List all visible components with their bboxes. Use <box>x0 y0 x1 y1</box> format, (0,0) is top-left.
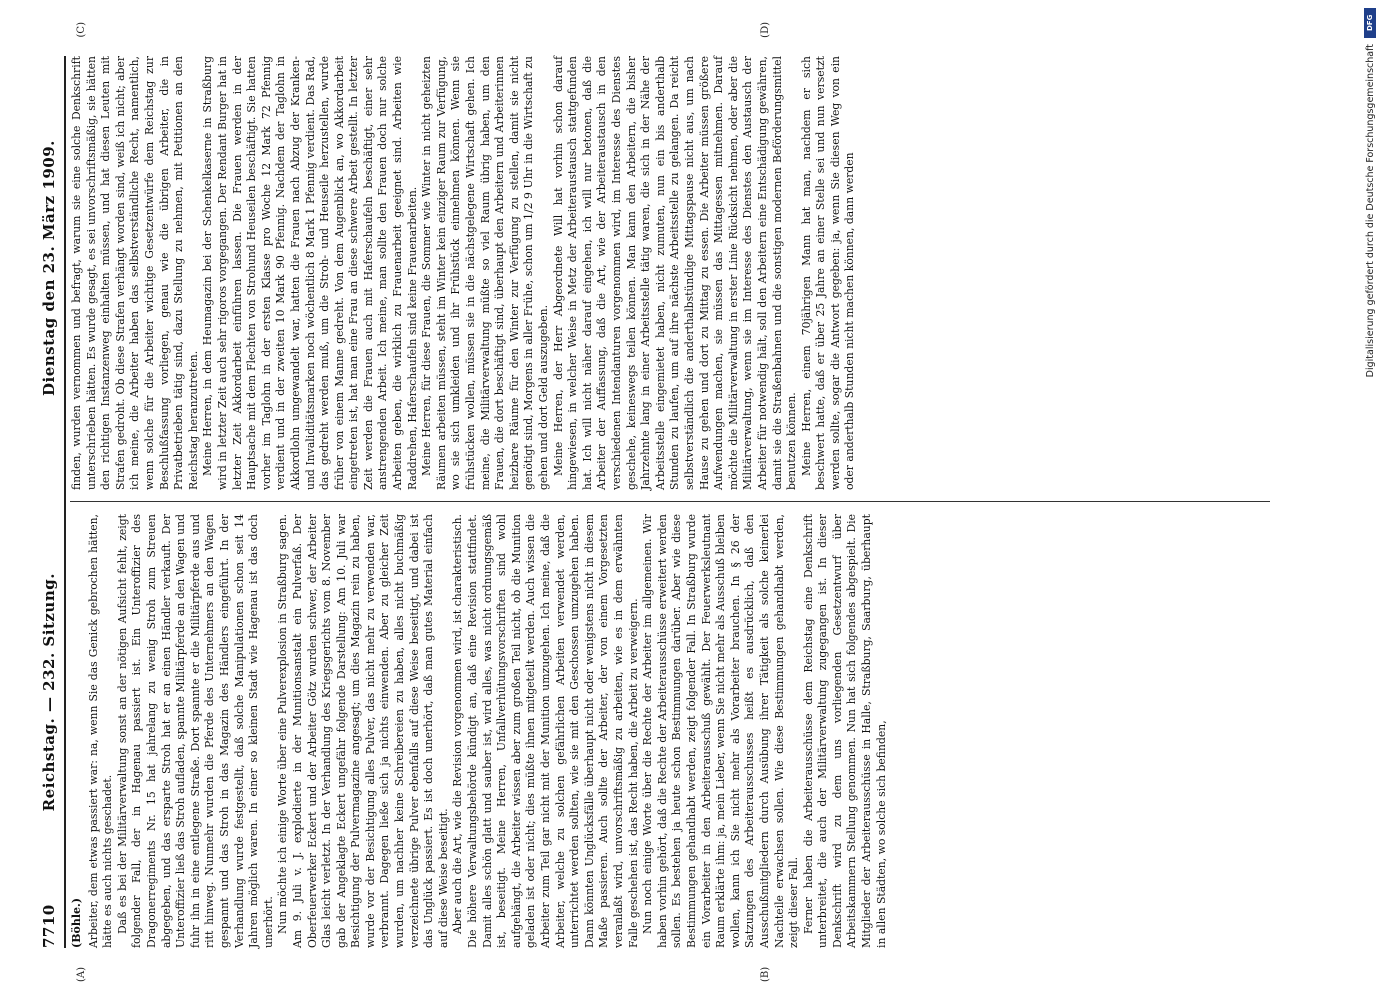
credit-text: Digitalisierung gefördert durch die Deutsche Forschungsgemeinschaft <box>1364 44 1376 378</box>
paragraph: Daß es bei der Militärverwaltung sonst an der nötigen Aufsicht fehlt, zeigt folgender Fall, der in Hagenau passiert ist. Ein Unteroffizier des Dragonerregiments Nr. 15 hat jahrelang zu wenig Stroh zum Streuen abgegeben, und das ersparte Stroh hat er an einen Händler verkauft. Der Unteroffizier ließ das Stroh aufladen, spannte Militärpferde an den Wagen und fuhr ihn in eine entlegene Straße. Dort spannte er die Militärpferde aus und ritt hinweg. Nunmehr wurden die Pferde des Unternehmers an den Wagen gespannt und das Stroh in das Magazin des Händlers eingeführt. In der Verhandlung wurde festgestellt, daß solche Manipulationen schon seit 14 Jahren möglich waren. In einer so kleinen Stadt wie Hagenau ist das doch unerhört. <box>115 514 275 948</box>
margin-marker-d: (D) <box>760 22 771 38</box>
margin-marker-b: (B) <box>760 966 771 982</box>
paragraph: Nun möchte ich einige Worte über eine Pulverexplosion in Straßburg sagen. Am 9. Juli v. J. explodierte in der Munitionsanstalt ein Pulverfaß. Der Oberfeuerwerker Eckert und der Arbeiter Götz wurden schwer, der Arbeiter Glas leicht verletzt. In der Verhandlung des Kriegsgerichts vom 8. November gab der Angeklagte Eckert ungefähr folgende Darstellung: Am 10. Juli war Besichtigung der Pulvermagazine angesagt; um dies Magazin rein zu haben, wurde vor der Besichtigung alles Pulver, das nicht mehr zu verwenden war, verbrannt. Dagegen ließe sich ja nichts einwenden. Aber zu gleicher Zeit wurden, um nachher keine Schreibereien zu haben, alles nicht buchmäßig verzeichnete übrige Pulver ebenfalls auf diese Weise beseitigt, und dabei ist das Unglück passiert. Es ist doch unerhört, daß man gutes Material einfach auf diese Weise beseitigt. <box>276 514 450 948</box>
margin-marker-a: (A) <box>76 966 87 982</box>
right-column <box>70 56 1270 490</box>
paragraph: Arbeiter, dem etwas passiert war: na, wenn Sie das Genick gebrochen hätten, hätte es auch nichts geschadet. <box>86 514 115 948</box>
paragraph: Meine Herren, der Herr Abgeordnete Will hat vorhin schon darauf hingewiesen, in welcher Weise in Metz der Arbeiteraustausch stattgefunden hat. Ich will nicht näher darauf eingehen, ich will nur betonen, daß die Arbeiter der Auffassung, daß die Art, wie der Arbeiteraustausch in den verschiedenen Intendanturen vorgenommen wird, im Interesse des Dienstes geschehe, keineswegs teilen können. Man kann den Arbeitern, die bisher Jahrzehnte lang in einer Arbeitsstelle tätig waren, die sich in der Nähe der Arbeitsstelle eingemietet haben, nicht zumuten, nun ein bis anderthalb Stunden zu laufen, um auf ihre nächste Arbeitsstelle zu gelangen. Da reicht selbstverständlich die anderthalbstündige Mittagspause nicht aus, um nach Hause zu gehen und dort zu Mittag zu essen. Die Arbeiter müssen größere Aufwendungen machen, sie müssen das Mittagessen mitnehmen. Darauf möchte die Militärverwaltung in erster Linie Rücksicht nehmen, oder aber die Militärverwaltung, wenn sie im Interesse des Dienstes den Austausch der Arbeiter für notwendig hält, soll den Arbeitern eine Entschädigung gewähren, damit sie die Straßenbahnen und die sonstigen modernen Beförderungsmittel benutzen können. <box>551 56 799 490</box>
header-rule <box>64 56 66 948</box>
page-header <box>40 56 58 948</box>
paragraph: Meine Herren, in dem Heumagazin bei der Schenkelkaserne in Straßburg wird in letzter Zeit auch sehr rigoros vorgegangen. Der Rendant Burger hat in letzter Zeit Akkordarbeit einführen lassen. Die Frauen werden in der Hauptsache mit dem Flechten von Strohund Heuseilen beschäftigt. Sie hatten vorher im Taglohn in der ersten Klasse pro Woche 12 Mark 72 Pfennig verdient und in der zweiten 10 Mark 90 Pfennig. Nachdem der Taglohn in Akkordlohn umgewandelt war, hatten die Frauen nach Abzug der Kranken- und Invaliditätsmarken noch wöchentlich 8 Mark 1 Pfennig verdient. Das Rad, das gedreht werden muß, um die Stroh- und Heuseile herzustellen, wurde früher von einem Manne gedreht. Von dem Augenblick an, wo Akkordarbeit eingetreten ist, hat man eine Frau an diese schwere Arbeit gestellt. In letzter Zeit werden die Frauen auch mit Haferschaufeln beschäftigt, einer sehr anstrengenden Arbeit. Ich meine, man sollte den Frauen doch nur solche Arbeiten geben, die wirklich zu Frauenarbeit geeignet sind. Arbeiten wie Raddrehen, Haferschaufeln sind keine Frauenarbeiten. <box>201 56 419 490</box>
digitization-credit <box>1363 8 1377 994</box>
paragraph: Meine Herren, für diese Frauen, die Sommer wie Winter in nicht geheizten Räumen arbeiten müssen, steht im Winter kein einziger Raum zur Verfügung, wo sie sich umkleiden und ihr Frühstück einnehmen können. Wenn sie frühstücken wollen, müssen sie in die nächstgelegene Wirtschaft gehen. Ich meine, die Militärverwaltung müßte so viel Raum übrig haben, um den Frauen, die dort beschäftigt sind, überhaupt den Arbeitern und Arbeiterinnen heizbare Räume für den Winter zur Verfügung zu stellen, damit sie nicht genötigt sind, Morgens in aller Frühe, schon um 1/2 9 Uhr in die Wirtschaft zu gehen und dort Geld auszugeben. <box>420 56 550 490</box>
paragraph: Ferner haben die Arbeiterausschüsse dem Reichstag eine Denkschrift unterbreitet, die auch der Militärverwaltung zugegangen ist. In dieser Denkschrift wird zu dem uns vorliegenden Gesetzentwurf über Arbeitskammern Stellung genommen. Nun hat sich folgendes abgespielt. Die Mitglieder der Arbeiterausschüsse in Halle, Straßburg, Saarburg, überhaupt in allen Städten, wo solche sich befinden, <box>801 514 888 948</box>
left-column <box>70 514 1270 948</box>
paragraph: Meine Herren, einem 70jährigen Mann hat man, nachdem er sich beschwert hatte, daß er über 25 Jahre an einer Stelle sei und nun versetzt werden sollte, sogar die Antwort gegeben: ja, wenn Sie diesen Weg von ein oder anderthalb Stunden nicht machen können, dann werden <box>799 56 857 490</box>
text-columns <box>70 22 1270 982</box>
paragraph: Aber auch die Art, wie die Revision vorgenommen wird, ist charakteristisch. Die höhere Verwaltungsbehörde kündigt an, daß eine Revision stattfindet. Damit alles schön glatt und sauber ist, wird alles, was nicht ordnungsgemäß ist, beseitigt. Meine Herren, Unfallverhütungsvorschriften sind wohl aufgehängt, die Arbeiter wissen aber zum großen Teil nicht, ob die Munition geladen ist oder nicht; dies müßte ihnen mitgeteilt werden. Auch wissen die Arbeiter zum Teil gar nicht mit der Munition umzugehen. Ich meine, daß die Arbeiter, welche zu solchen gefährlichen Arbeiten verwendet werden, unterrichtet werden sollten, wie sie mit den Geschossen umzugehen haben. Dann könnten Unglücksfälle überhaupt nicht oder wenigstens nicht in diesem Maße passieren. Auch sollte der Arbeiter, der von einem Vorgesetzten veranlaßt wird, unvorschriftsmäßig zu arbeiten, wie es in dem erwähnten Falle geschehen ist, das Recht haben, die Arbeit zu verweigern. <box>451 514 640 948</box>
header-title-left: Reichstag. — 232. Sitzung. <box>40 573 58 812</box>
header-title-right: Dienstag den 23. März 1909. <box>40 140 58 396</box>
paragraph: Nun noch einige Worte über die Rechte der Arbeiter im allgemeinen. Wir haben vorhin gehört, daß die Rechte der Arbeiterausschüsse erweitert werden sollen. Es bestehen ja heute schon Bestimmungen darüber. Aber wie diese Bestimmungen gehandhabt werden, zeigt folgender Fall. In Straßburg wurde ein Vorarbeiter in den Arbeiterausschuß gewählt. Der Feuerwerksleutnant Raum erklärte ihm: ja, mein Lieber, wenn Sie nicht mehr als Ausschuß bleiben wollen, kann ich Sie nicht mehr als Vorarbeiter brauchen. In § 26 der Satzungen des Arbeiterausschusses heißt es ausdrücklich, daß den Ausschußmitgliedern durch Ausübung ihrer Tätigkeit als solche keinerlei Nachteile erwachsen sollen. Wie diese Bestimmungen gehandhabt werden, zeigt dieser Fall. <box>641 514 801 948</box>
margin-marker-c: (C) <box>76 22 87 38</box>
speaker-name: (Böhle.) <box>70 897 83 948</box>
column-divider <box>70 501 1270 502</box>
paragraph: finden, wurden vernommen und befragt, warum sie eine solche Denkschrift unterschrieben hätten. Es wurde gesagt, es sei unvorschriftsmäßig, sie hätten den richtigen Instanzenweg einhalten müssen, und hat diesen Leuten mit Strafen gedroht. Ob diese Strafen verhängt worden sind, weiß ich nicht; aber ich meine, die Arbeiter haben das selbstverständliche Recht, namentlich, wenn solche für die Arbeiter wichtige Gesetzentwürfe dem Reichstag zur Beschlußfassung vorliegen, genau wie die übrigen Arbeiter, die in Privatbetrieben tätig sind, dazu Stellung zu nehmen, mit Petitionen an den Reichstag heranzutreten. <box>70 56 200 490</box>
page-number: 7710 <box>40 904 58 948</box>
dfg-logo: DFG <box>1364 8 1376 38</box>
